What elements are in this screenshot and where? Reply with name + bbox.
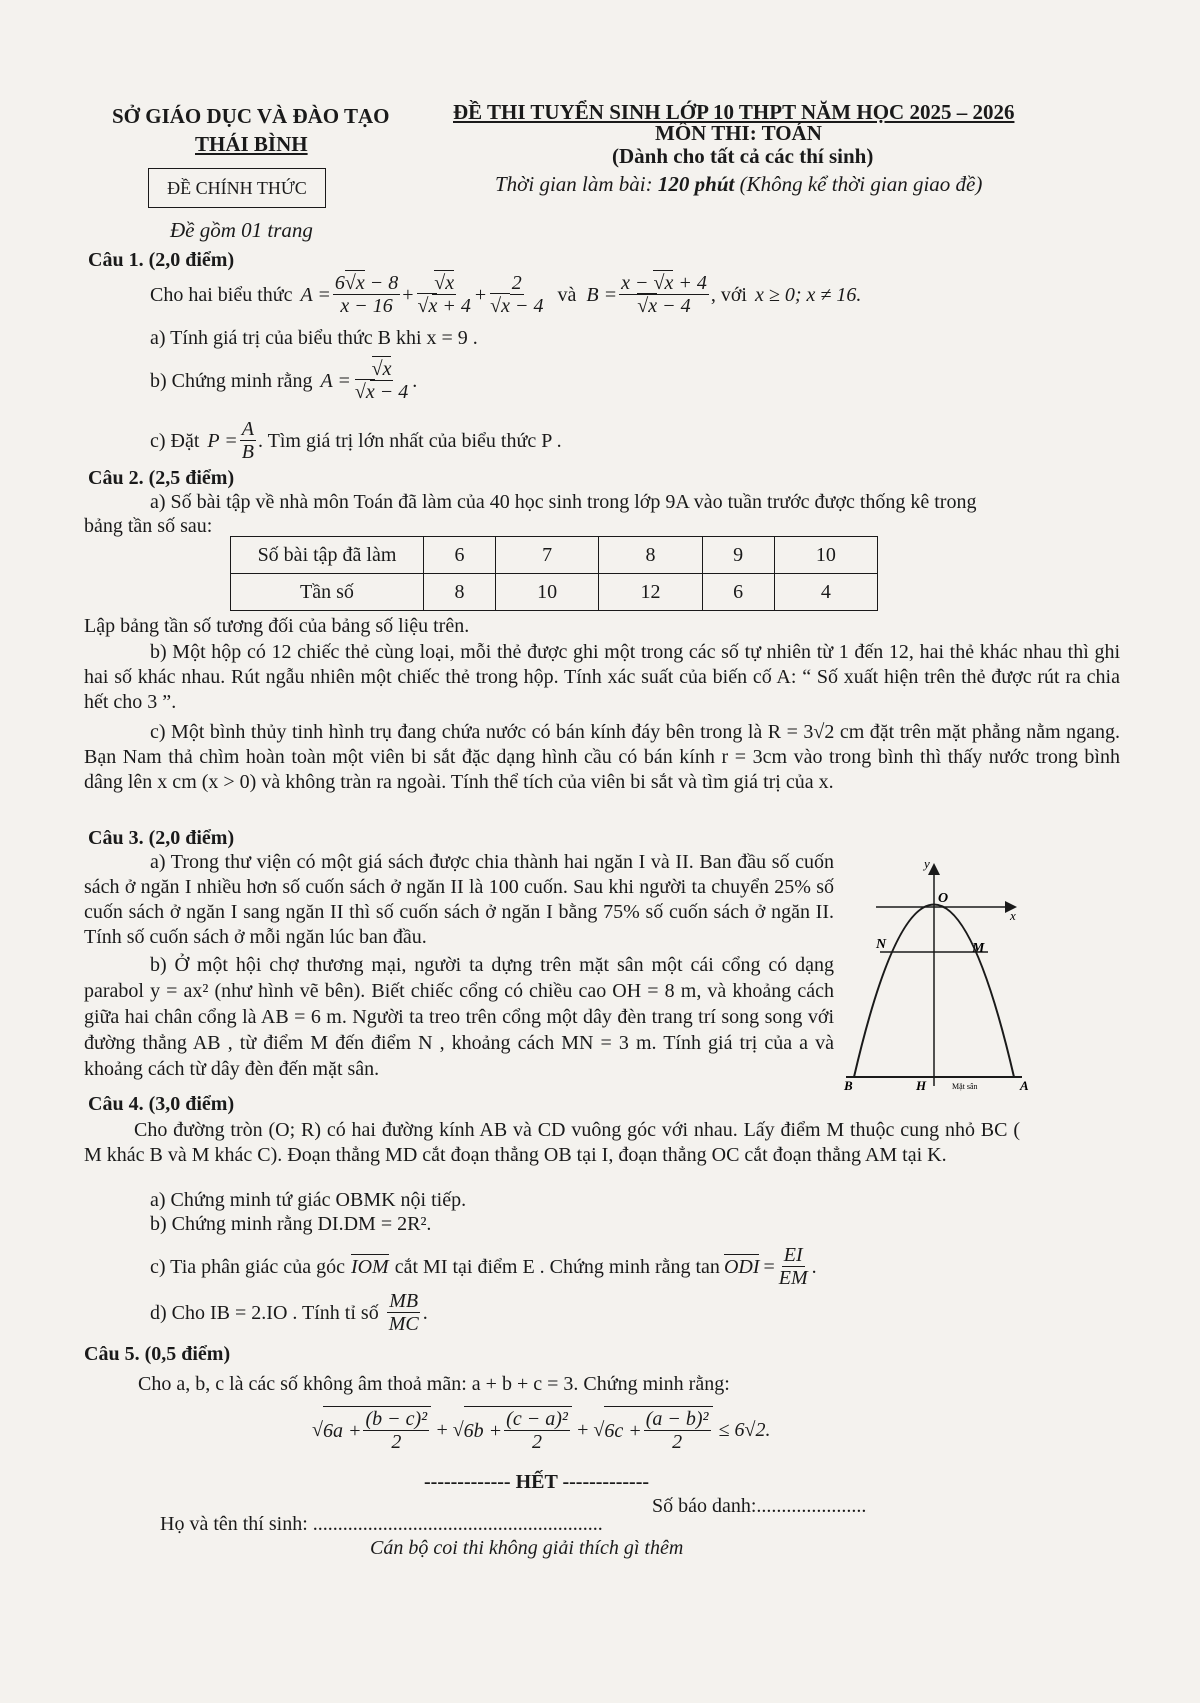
table-cell: Tần số [231, 574, 424, 611]
frequency-table [230, 536, 878, 611]
table-row [231, 537, 878, 574]
q4-c-prefix: c) Tia phân giác của góc [150, 1255, 345, 1278]
time-suffix: (Không kể thời gian giao đề) [734, 172, 983, 196]
label-y: y [924, 856, 930, 871]
q4-d-den: MC [388, 1313, 419, 1335]
q5-intro: Cho a, b, c là các số không âm thoả mãn: a + b + c = 3. Chứng minh rằng: [138, 1373, 730, 1395]
q4-intro: Cho đường tròn (O; R) có hai đường kính AB và CD vuông góc với nhau. Lấy điểm M thuộc cung nhỏ BC ( M khác B và M khác C). Đoạn thẳng MD cắt đoạn thẳng OB tại I, đoạn thẳng OC cắt đoạn thẳng AM tại K. [84, 1119, 1020, 1166]
table-cell: 9 [702, 537, 774, 574]
label-a: A [1020, 1078, 1029, 1092]
q4-part-d: d) Cho IB = 2.IO . Tính tỉ số $\frac{MB}{MC}$ . [150, 1290, 428, 1335]
q1-fracB: $\frac{x - √x + 4}{√x - 4}$ [621, 272, 707, 317]
q1-condition: x ≥ 0; x ≠ 16. [754, 283, 862, 306]
time-value: 120 phút [657, 172, 735, 196]
q2-part-b: b) Một hộp có 12 chiếc thẻ cùng loại, mỗi thẻ được ghi một trong các số tự nhiên từ 1 đến 12, hai thẻ khác nhau thì ghi hai số khác nhau. Rút ngẫu nhiên một chiếc thẻ trong hộp. Tính xác suất của biến cố A: “ Số xuất hiện trên thẻ được rút ra chia hết cho 3 ”. [84, 641, 1120, 713]
label-ground: Mặt sân [952, 1082, 978, 1091]
q1-c-prefix: c) Đặt [150, 429, 200, 452]
q4-d-prefix: d) Cho IB = 2.IO . Tính tỉ số [150, 1301, 379, 1324]
q2-title: Câu 2. (2,5 điểm) [88, 467, 235, 489]
label-m: M [972, 941, 985, 956]
official-label: ĐỀ CHÍNH THỨC [167, 178, 307, 198]
proctor-note: Cán bộ coi thi không giải thích gì thêm [370, 1537, 684, 1559]
angle-odi: ODI [723, 1256, 760, 1278]
table-cell: 6 [424, 537, 496, 574]
q4-c-mid: cắt MI tại điểm E . Chứng minh rằng tan [394, 1255, 720, 1278]
dept-name: SỞ GIÁO DỤC VÀ ĐÀO TẠO [112, 104, 390, 128]
q1-part-b: b) Chứng minh rằng A = $\frac{√x}{√x - 4}$ . [150, 358, 418, 403]
q1-frac1: $\frac{6√x - 8}{x - 16}$ [334, 272, 399, 317]
q1-cond-prefix: , với [710, 283, 747, 306]
angle-iom: IOM [350, 1256, 389, 1278]
q4-c-num: EI [783, 1244, 803, 1266]
q1-intro: Cho hai biểu thức [150, 283, 293, 306]
q1-frac3: $\frac{2}{√x - 4}$ [490, 272, 544, 317]
q2-a-line1: a) Số bài tập về nhà môn Toán đã làm của 40 học sinh trong lớp 9A vào tuần trước được thống kê trong [150, 491, 977, 513]
parabola-figure [836, 852, 1128, 1092]
table-cell: 7 [496, 537, 599, 574]
q2-part-c: c) Một bình thủy tinh hình trụ đang chứa nước có bán kính đáy bên trong là R = 3√2 cm đặt trên mặt phẳng nằm ngang. Bạn Nam thả chìm hoàn toàn một viên bi sắt đặc dạng hình cầu có bán kính r = 3cm vào trong bình thì thấy nước trong bình dâng lên x cm (x > 0) và không tràn ra ngoài. Tính thể tích của viên bi sắt và tìm giá trị của x. [84, 721, 1120, 793]
q1-expressions: Cho hai biểu thức A = $\frac{6√x - 8}{x - 16}$ + $\frac{√x}{√x + 4}$ + $\frac{2}{√x - 4}$ và B = $\frac{x - √x + 4}{√x - 4}$ , với x ≥ 0; x ≠ 16. [150, 272, 862, 317]
time-prefix: Thời gian làm bài: [495, 172, 658, 196]
page-count: Đề gồm 01 trang [170, 218, 313, 242]
q1-and: và [557, 283, 577, 306]
table-cell: 8 [424, 574, 496, 611]
table-cell: Số bài tập đã làm [231, 537, 424, 574]
q5-inequality: √ 6a + $\frac{\text{(b − c)²}}{2}$ + √ 6b + $\frac{\text{(c − a)²}}{2}$ + √ 6c + $\frac{\text{(a − b)²}}{2}$ ≤ 6√2. [312, 1408, 771, 1453]
q3-part-b: b) Ở một hội chợ thương mại, người ta dựng trên mặt sân một cái cổng có dạng parabol y = ax² (như hình vẽ bên). Biết chiếc cổng có chiều cao OH = 8 m, và khoảng cách giữa hai chân cổng là AB = 6 m. Người ta treo trên cổng một dây đèn trang trí song song với đường thẳng AB , từ điểm M đến điểm N , khoảng cách MN = 3 m. Tính giá trị của a và khoảng cách từ dây đèn đến mặt sân. [84, 954, 834, 1080]
q4-d-num: MB [389, 1290, 419, 1312]
table-cell: 4 [774, 574, 877, 611]
q4-part-a: a) Chứng minh tứ giác OBMK nội tiếp. [150, 1189, 467, 1211]
candidate-name-field: Họ và tên thí sinh: .......................................................... [160, 1513, 603, 1535]
q1-part-a: a) Tính giá trị của biểu thức B khi x = 9 . [150, 327, 478, 349]
q1-frac2: $\frac{√x}{√x + 4}$ [417, 272, 471, 317]
label-h: H [916, 1078, 927, 1092]
table-row [231, 574, 878, 611]
q4-part-b: b) Chứng minh rằng DI.DM = 2R². [150, 1213, 432, 1235]
label-b: B [844, 1078, 853, 1092]
province-name: THÁI BÌNH [195, 132, 308, 156]
label-n: N [876, 937, 887, 952]
q1-b-text: b) Chứng minh rằng [150, 369, 313, 392]
table-cell: 12 [599, 574, 702, 611]
subject: MÔN THI: TOÁN [655, 121, 822, 145]
q4-c-eq: = [763, 1255, 775, 1278]
time-info [495, 172, 982, 197]
q5-title: Câu 5. (0,5 điểm) [84, 1343, 231, 1365]
label-x: x [1010, 908, 1016, 923]
table-cell: 6 [702, 574, 774, 611]
candidate-id-field: Số báo danh:...................... [652, 1495, 867, 1517]
q5-rhs: ≤ 6√2. [718, 1418, 771, 1441]
q2-a-line2: bảng tần số sau: [84, 515, 213, 537]
q4-c-den: EM [778, 1267, 808, 1289]
q3-title: Câu 3. (2,0 điểm) [88, 827, 235, 849]
audience: (Dành cho tất cả các thí sinh) [612, 144, 874, 168]
q3-part-a: a) Trong thư viện có một giá sách được chia thành hai ngăn I và II. Ban đầu số cuốn sách ở ngăn I nhiều hơn số cuốn sách ở ngăn II là 100 cuốn. Sau khi người ta chuyển 25% số cuốn sách ở ngăn I sang ngăn II thì số cuốn sách ở ngăn I bằng 75% số cuốn sách ở ngăn II. Tính số cuốn sách ở mỗi ngăn lúc ban đầu. [84, 851, 834, 948]
q4-part-c: c) Tia phân giác của góc IOM cắt MI tại điểm E . Chứng minh rằng tan ODI = $\frac{EI}{EM}$ . [150, 1244, 817, 1289]
official-box [148, 168, 326, 208]
end-marker: ------------- HẾT ------------- [424, 1471, 650, 1493]
q1-title: Câu 1. (2,0 điểm) [88, 249, 235, 271]
exam-title: ĐỀ THI TUYỂN SINH LỚP 10 THPT NĂM HỌC 2025 – 2026 [453, 100, 1015, 124]
label-o: O [938, 891, 949, 906]
q1-c-suffix: . Tìm giá trị lớn nhất của biểu thức P . [258, 429, 562, 452]
q4-title: Câu 4. (3,0 điểm) [88, 1093, 235, 1115]
table-cell: 8 [599, 537, 702, 574]
q1-part-c: c) Đặt P = $\frac{A}{B}$ . Tìm giá trị lớn nhất của biểu thức P . [150, 418, 562, 463]
table-cell: 10 [774, 537, 877, 574]
table-cell: 10 [496, 574, 599, 611]
q2-a-after: Lập bảng tần số tương đối của bảng số liệu trên. [84, 615, 470, 637]
